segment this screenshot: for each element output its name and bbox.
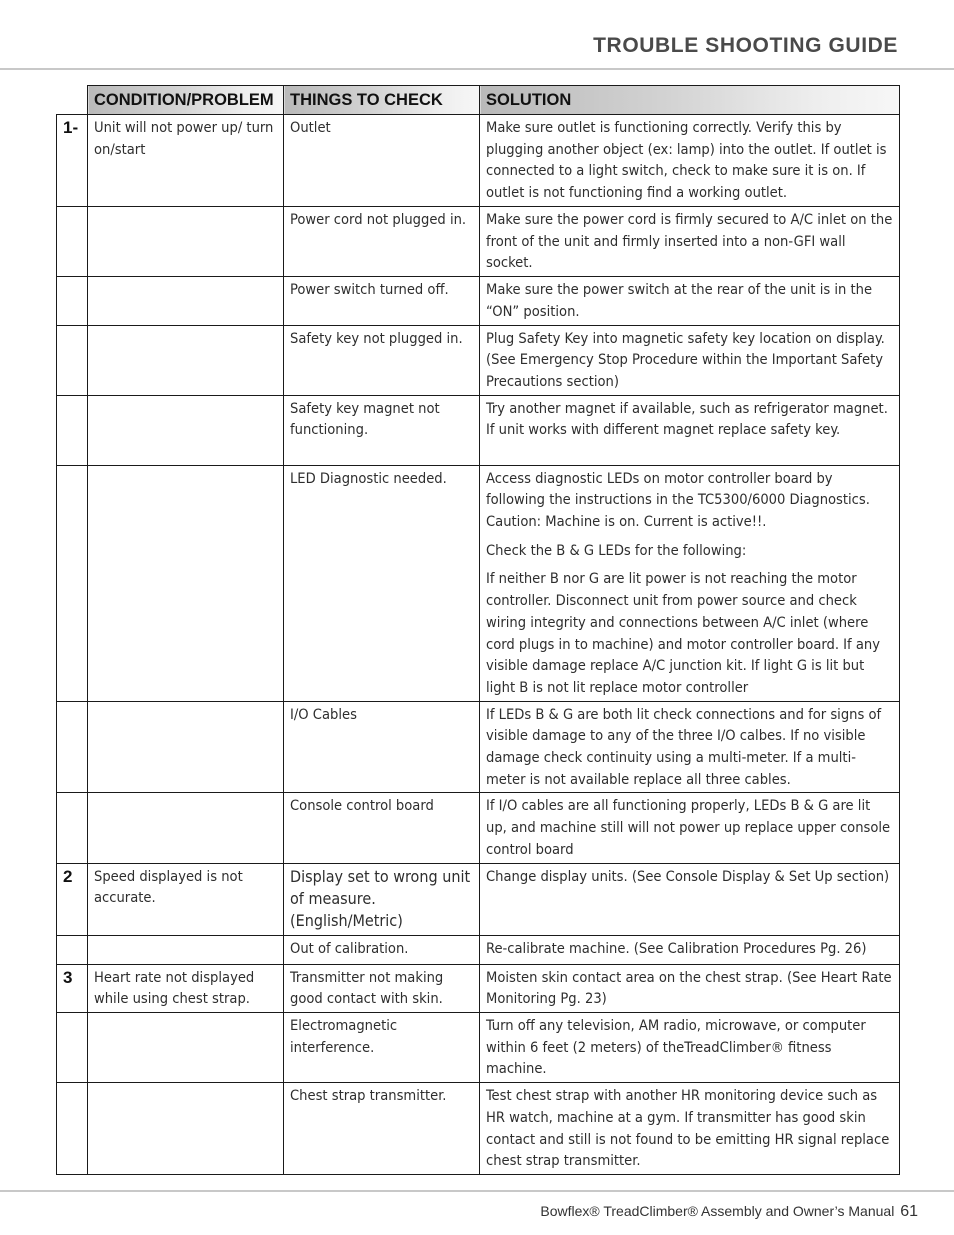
solution-cell [480, 465, 900, 701]
check-column-header: THINGS TO CHECK [284, 86, 480, 115]
problem-number [57, 395, 88, 465]
check-cell: I/O Cables [284, 701, 480, 793]
solution-cell [480, 1083, 900, 1175]
solution-cell [480, 701, 900, 793]
solution-cell [480, 395, 900, 465]
page-number: 61 [900, 1203, 918, 1220]
condition-cell [88, 1083, 284, 1175]
check-cell: Chest strap transmitter. [284, 1083, 480, 1175]
solution-cell [480, 115, 900, 207]
solution-paragraph: Make sure the power switch at the rear of the unit is in the “ON” position. [486, 281, 873, 320]
check-cell: Safety key magnet not functioning. [284, 395, 480, 465]
condition-cell [88, 1012, 284, 1082]
condition-cell [88, 207, 284, 277]
solution-paragraph: Test chest strap with another HR monitoring device such as HR watch, machine at a gym. If transmitter has good skin contact and still is not found to be emitting HR signal replace chest strap transmitter. [486, 1087, 890, 1170]
condition-cell [88, 277, 284, 325]
solution-paragraph: If LEDs B & G are both lit check connections and for signs of visible damage to any of the three I/O calbes. If no visible damage check continuity using a multi-meter. If a multi-meter is not available replace all three cables. [486, 705, 882, 788]
footer-text: Bowflex® TreadClimber® Assembly and Owner’s Manual [540, 1203, 895, 1219]
check-cell: LED Diagnostic needed. [284, 465, 480, 701]
problem-number: 3 [57, 964, 88, 1012]
problem-number [57, 701, 88, 793]
condition-cell: Unit will not power up/ turn on/start [88, 115, 284, 207]
table-row [57, 395, 900, 465]
problem-number [57, 207, 88, 277]
condition-cell: Speed displayed is not accurate. [88, 863, 284, 935]
table-row [57, 115, 900, 207]
table-row [57, 1012, 900, 1082]
table-row [57, 277, 900, 325]
table-row [57, 935, 900, 964]
solution-cell [480, 207, 900, 277]
solution-paragraph: Try another magnet if available, such as refrigerator magnet. If unit works with different magnet replace safety key. [486, 399, 888, 439]
solution-paragraph: Change display units. (See Console Display & Set Up section) [486, 867, 890, 885]
troubleshooting-table [56, 85, 900, 1175]
number-column-header [57, 86, 88, 115]
solution-cell [480, 863, 900, 935]
condition-cell [88, 465, 284, 701]
solution-paragraph: Make sure the power cord is firmly secured to A/C inlet on the front of the unit and firmly inserted into a non-GFI wall socket. [486, 211, 893, 272]
problem-number [57, 1083, 88, 1175]
problem-number [57, 935, 88, 964]
solution-paragraph: Check the B & G LEDs for the following: [486, 541, 747, 559]
problem-number: 1- [57, 115, 88, 207]
table-row [57, 465, 900, 701]
page-title: TROUBLE SHOOTING GUIDE [593, 34, 898, 57]
solution-column-header: SOLUTION [480, 86, 900, 115]
solution-paragraph: Moisten skin contact area on the chest strap. (See Heart Rate Monitoring Pg. 23) [486, 968, 892, 1008]
condition-cell [88, 935, 284, 964]
problem-number [57, 793, 88, 863]
condition-cell [88, 325, 284, 395]
solution-cell [480, 935, 900, 964]
check-cell: Transmitter not making good contact with skin. [284, 964, 480, 1012]
check-cell: Display set to wrong unit of measure. (English/Metric) [284, 863, 480, 935]
solution-cell [480, 1012, 900, 1082]
footer-divider [0, 1190, 954, 1192]
solution-cell [480, 964, 900, 1012]
check-cell: Out of calibration. [284, 935, 480, 964]
problem-number: 2 [57, 863, 88, 935]
table-row [57, 1083, 900, 1175]
solution-paragraph: Re-calibrate machine. (See Calibration Procedures Pg. 26) [486, 939, 867, 957]
condition-cell [88, 793, 284, 863]
condition-cell [88, 701, 284, 793]
check-cell: Safety key not plugged in. [284, 325, 480, 395]
condition-cell: Heart rate not displayed while using chest strap. [88, 964, 284, 1012]
table-header-row [57, 86, 900, 115]
solution-cell [480, 277, 900, 325]
solution-cell [480, 793, 900, 863]
check-cell: Power switch turned off. [284, 277, 480, 325]
page-footer [540, 1203, 918, 1221]
problem-number [57, 465, 88, 701]
condition-column-header: CONDITION/PROBLEM [88, 86, 284, 115]
table-row [57, 964, 900, 1012]
solution-paragraph: Plug Safety Key into magnetic safety key location on display. (See Emergency Stop Procedure within the Important Safety Precautions section) [486, 329, 885, 390]
check-cell: Electromagnetic interference. [284, 1012, 480, 1082]
solution-paragraph: Turn off any television, AM radio, microwave, or computer within 6 feet (2 meters) of theTreadClimber® fitness machine. [486, 1016, 866, 1078]
check-cell: Outlet [284, 115, 480, 207]
solution-cell [480, 325, 900, 395]
condition-cell [88, 395, 284, 465]
problem-number [57, 277, 88, 325]
check-cell: Power cord not plugged in. [284, 207, 480, 277]
solution-paragraph: Access diagnostic LEDs on motor controller board by following the instructions in the TC5300/6000 Diagnostics. Caution: Machine is on. Current is active!!. [486, 469, 870, 531]
solution-paragraph: If I/O cables are all functioning properly, LEDs B & G are lit up, and machine still will not power up replace upper console control board [486, 797, 891, 858]
table-row [57, 207, 900, 277]
check-cell: Console control board [284, 793, 480, 863]
table-body [57, 115, 900, 1175]
table-row [57, 863, 900, 935]
solution-paragraph: Make sure outlet is functioning correctly. Verify this by plugging another object (ex: lamp) into the outlet. If outlet is connected to a light switch, check to make sure it is on. If outlet is not functioning find a working outlet. [486, 119, 887, 202]
table-row [57, 793, 900, 863]
problem-number [57, 325, 88, 395]
solution-paragraph: If neither B nor G are lit power is not reaching the motor controller. Disconnect unit from power source and check wiring integrity and connections between A/C inlet (where cord plugs in to machine) and motor controller board. If any visible damage replace A/C junction kit. If light G is lit but light B is not lit replace motor controller [486, 570, 880, 696]
table-row [57, 701, 900, 793]
problem-number [57, 1012, 88, 1082]
table-row [57, 325, 900, 395]
header-divider [0, 68, 954, 70]
